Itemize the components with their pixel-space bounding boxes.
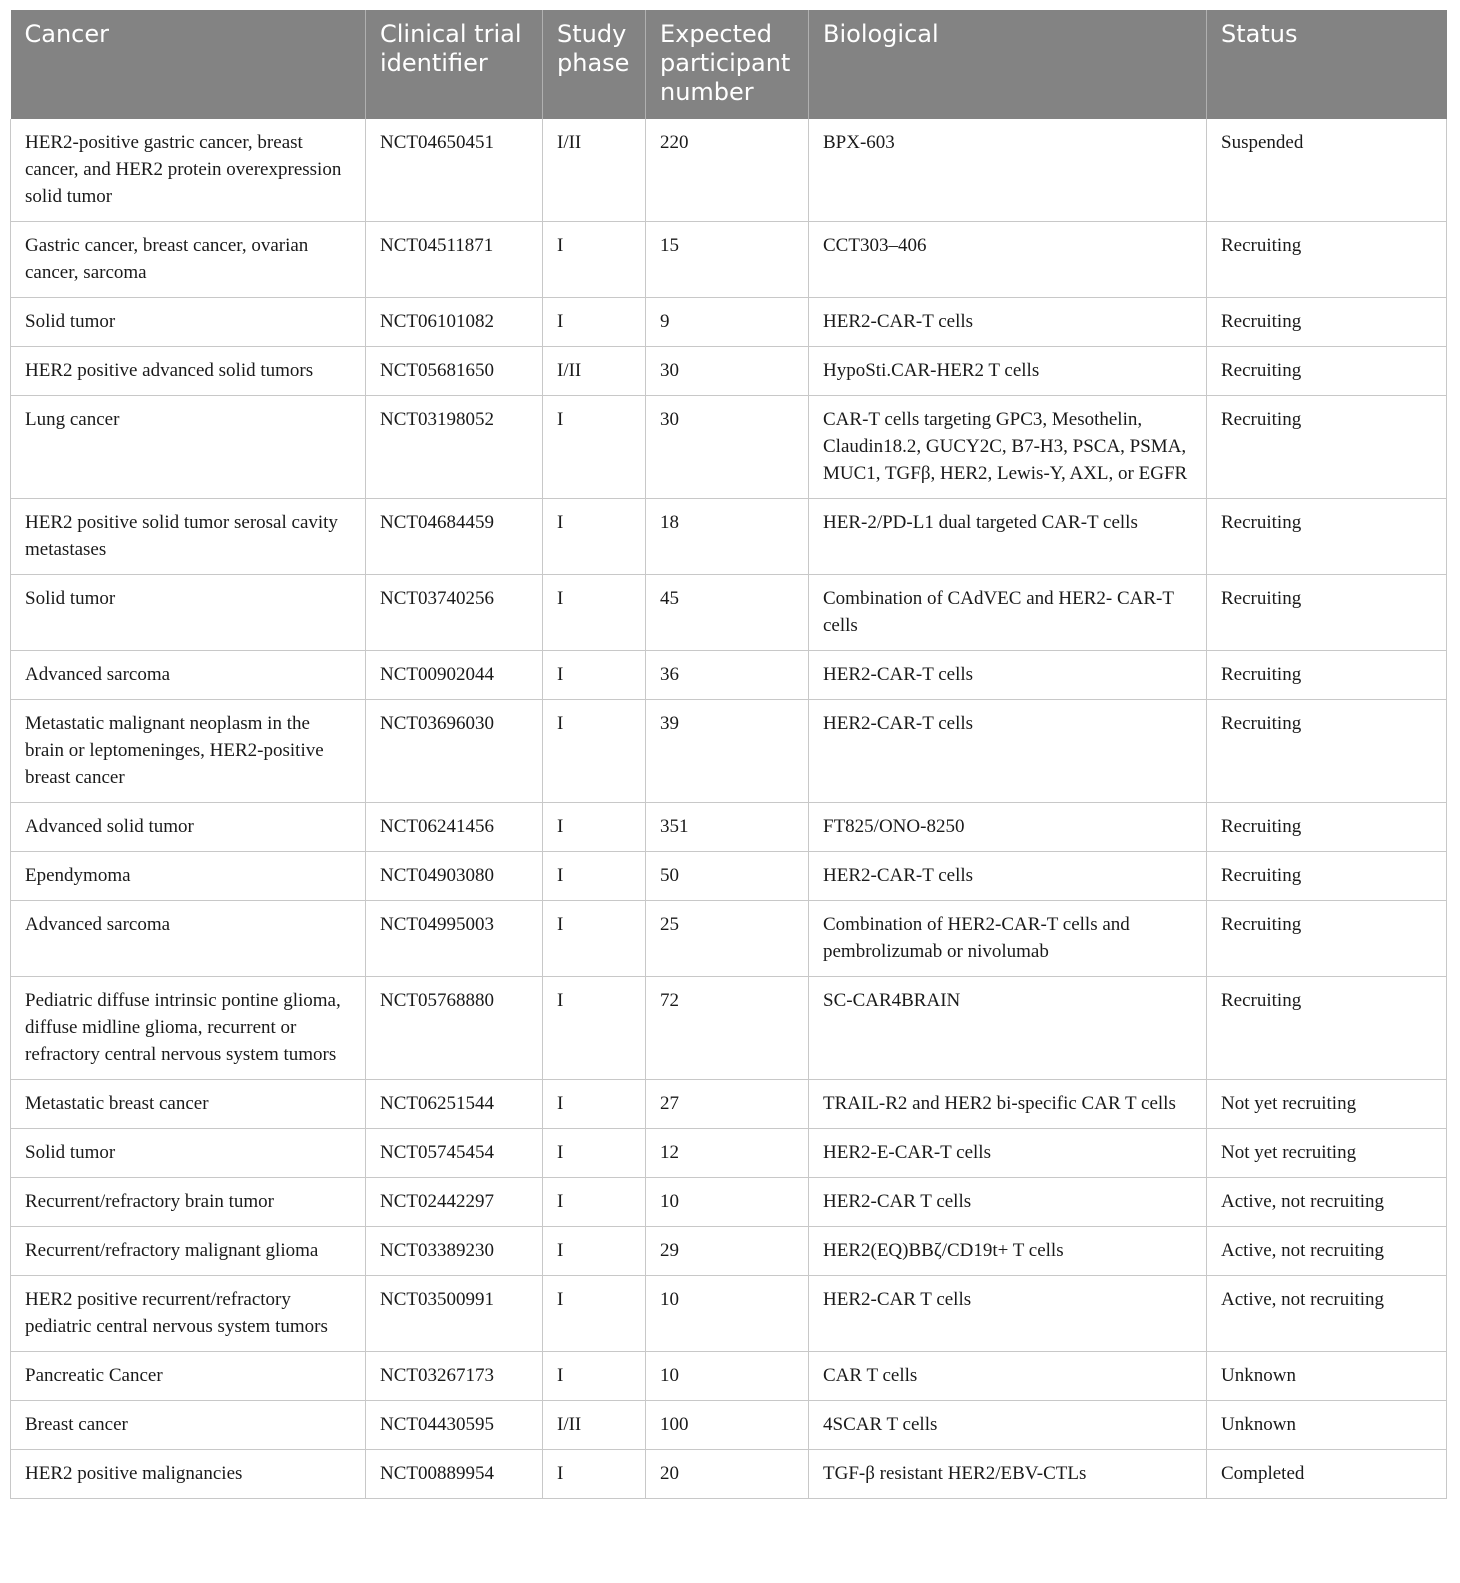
trial-id-cell: NCT03696030 — [366, 700, 543, 803]
phase-cell: I — [543, 575, 646, 651]
trial-id-cell: NCT00889954 — [366, 1450, 543, 1499]
trial-id-cell: NCT06241456 — [366, 803, 543, 852]
biological-cell: Combination of CAdVEC and HER2- CAR-T cells — [809, 575, 1207, 651]
status-cell: Recruiting — [1207, 396, 1447, 499]
cancer-cell: Solid tumor — [11, 1129, 366, 1178]
phase-cell: I/II — [543, 1401, 646, 1450]
status-cell: Recruiting — [1207, 651, 1447, 700]
trial-id-cell: NCT03389230 — [366, 1227, 543, 1276]
trials-table-container — [10, 10, 1446, 1499]
participants-cell: 50 — [646, 852, 809, 901]
biological-cell: TGF-β resistant HER2/EBV-CTLs — [809, 1450, 1207, 1499]
trial-id-cell: NCT03500991 — [366, 1276, 543, 1352]
cancer-cell: Metastatic malignant neoplasm in the brain or leptomeninges, HER2-positive breast cancer — [11, 700, 366, 803]
cancer-cell: Pancreatic Cancer — [11, 1352, 366, 1401]
phase-cell: I/II — [543, 119, 646, 222]
biological-cell: HER2-CAR-T cells — [809, 852, 1207, 901]
cancer-cell: Solid tumor — [11, 575, 366, 651]
header-trial-identifier: Clinical trial identifier — [366, 10, 543, 119]
status-cell: Recruiting — [1207, 803, 1447, 852]
biological-cell: HER2-CAR T cells — [809, 1276, 1207, 1352]
biological-cell: FT825/ONO-8250 — [809, 803, 1207, 852]
phase-cell: I — [543, 1352, 646, 1401]
participants-cell: 30 — [646, 396, 809, 499]
header-status: Status — [1207, 10, 1447, 119]
trial-id-cell: NCT05745454 — [366, 1129, 543, 1178]
phase-cell: I — [543, 298, 646, 347]
phase-cell: I — [543, 977, 646, 1080]
table-row — [11, 499, 1447, 575]
table-row — [11, 1129, 1447, 1178]
table-row — [11, 1352, 1447, 1401]
trial-id-cell: NCT02442297 — [366, 1178, 543, 1227]
trial-id-cell: NCT06251544 — [366, 1080, 543, 1129]
table-row — [11, 347, 1447, 396]
participants-cell: 9 — [646, 298, 809, 347]
participants-cell: 10 — [646, 1352, 809, 1401]
cancer-cell: Advanced sarcoma — [11, 901, 366, 977]
table-row — [11, 1401, 1447, 1450]
trial-id-cell: NCT00902044 — [366, 651, 543, 700]
header-cancer: Cancer — [11, 10, 366, 119]
header-study-phase: Study phase — [543, 10, 646, 119]
participants-cell: 72 — [646, 977, 809, 1080]
table-row — [11, 651, 1447, 700]
cancer-cell: Metastatic breast cancer — [11, 1080, 366, 1129]
biological-cell: BPX-603 — [809, 119, 1207, 222]
status-cell: Completed — [1207, 1450, 1447, 1499]
table-row — [11, 1178, 1447, 1227]
biological-cell: HER-2/PD-L1 dual targeted CAR-T cells — [809, 499, 1207, 575]
cancer-cell: HER2-positive gastric cancer, breast cancer, and HER2 protein overexpression solid tumor — [11, 119, 366, 222]
status-cell: Recruiting — [1207, 977, 1447, 1080]
participants-cell: 36 — [646, 651, 809, 700]
table-row — [11, 1276, 1447, 1352]
trial-id-cell: NCT04430595 — [366, 1401, 543, 1450]
biological-cell: Combination of HER2-CAR-T cells and pembrolizumab or nivolumab — [809, 901, 1207, 977]
phase-cell: I — [543, 651, 646, 700]
cancer-cell: Lung cancer — [11, 396, 366, 499]
phase-cell: I — [543, 396, 646, 499]
table-row — [11, 1080, 1447, 1129]
biological-cell: HER2-CAR T cells — [809, 1178, 1207, 1227]
cancer-cell: HER2 positive recurrent/refractory pediatric central nervous system tumors — [11, 1276, 366, 1352]
phase-cell: I — [543, 901, 646, 977]
trial-id-cell: NCT06101082 — [366, 298, 543, 347]
cancer-cell: HER2 positive advanced solid tumors — [11, 347, 366, 396]
biological-cell: HER2-CAR-T cells — [809, 651, 1207, 700]
status-cell: Suspended — [1207, 119, 1447, 222]
participants-cell: 18 — [646, 499, 809, 575]
phase-cell: I/II — [543, 347, 646, 396]
phase-cell: I — [543, 803, 646, 852]
cancer-cell: Pediatric diffuse intrinsic pontine glioma, diffuse midline glioma, recurrent or refractory central nervous system tumors — [11, 977, 366, 1080]
biological-cell: TRAIL-R2 and HER2 bi-specific CAR T cells — [809, 1080, 1207, 1129]
cancer-cell: Recurrent/refractory malignant glioma — [11, 1227, 366, 1276]
status-cell: Not yet recruiting — [1207, 1129, 1447, 1178]
cancer-cell: Advanced sarcoma — [11, 651, 366, 700]
status-cell: Recruiting — [1207, 700, 1447, 803]
status-cell: Active, not recruiting — [1207, 1227, 1447, 1276]
table-row — [11, 575, 1447, 651]
phase-cell: I — [543, 499, 646, 575]
participants-cell: 20 — [646, 1450, 809, 1499]
status-cell: Active, not recruiting — [1207, 1178, 1447, 1227]
cancer-cell: HER2 positive malignancies — [11, 1450, 366, 1499]
trial-id-cell: NCT03740256 — [366, 575, 543, 651]
biological-cell: CAR T cells — [809, 1352, 1207, 1401]
status-cell: Recruiting — [1207, 852, 1447, 901]
participants-cell: 100 — [646, 1401, 809, 1450]
phase-cell: I — [543, 1129, 646, 1178]
participants-cell: 10 — [646, 1178, 809, 1227]
header-participant-number: Expected participant number — [646, 10, 809, 119]
participants-cell: 25 — [646, 901, 809, 977]
cancer-cell: Breast cancer — [11, 1401, 366, 1450]
cancer-cell: Gastric cancer, breast cancer, ovarian cancer, sarcoma — [11, 222, 366, 298]
trial-id-cell: NCT05681650 — [366, 347, 543, 396]
trial-id-cell: NCT03198052 — [366, 396, 543, 499]
participants-cell: 351 — [646, 803, 809, 852]
participants-cell: 45 — [646, 575, 809, 651]
biological-cell: 4SCAR T cells — [809, 1401, 1207, 1450]
phase-cell: I — [543, 852, 646, 901]
table-row — [11, 1227, 1447, 1276]
status-cell: Unknown — [1207, 1352, 1447, 1401]
status-cell: Recruiting — [1207, 298, 1447, 347]
participants-cell: 220 — [646, 119, 809, 222]
table-row — [11, 1450, 1447, 1499]
biological-cell: CCT303–406 — [809, 222, 1207, 298]
trial-id-cell: NCT03267173 — [366, 1352, 543, 1401]
participants-cell: 10 — [646, 1276, 809, 1352]
participants-cell: 15 — [646, 222, 809, 298]
cancer-cell: Recurrent/refractory brain tumor — [11, 1178, 366, 1227]
biological-cell: HER2(EQ)BBζ/CD19t+ T cells — [809, 1227, 1207, 1276]
trial-id-cell: NCT04511871 — [366, 222, 543, 298]
participants-cell: 30 — [646, 347, 809, 396]
table-row — [11, 396, 1447, 499]
cancer-cell: Ependymoma — [11, 852, 366, 901]
table-row — [11, 119, 1447, 222]
table-row — [11, 803, 1447, 852]
status-cell: Unknown — [1207, 1401, 1447, 1450]
status-cell: Recruiting — [1207, 901, 1447, 977]
header-biological: Biological — [809, 10, 1207, 119]
trial-id-cell: NCT04995003 — [366, 901, 543, 977]
phase-cell: I — [543, 1227, 646, 1276]
biological-cell: HER2-E-CAR-T cells — [809, 1129, 1207, 1178]
biological-cell: HypoSti.CAR-HER2 T cells — [809, 347, 1207, 396]
participants-cell: 39 — [646, 700, 809, 803]
table-row — [11, 852, 1447, 901]
status-cell: Recruiting — [1207, 499, 1447, 575]
trial-id-cell: NCT04650451 — [366, 119, 543, 222]
header-row — [11, 10, 1447, 119]
clinical-trials-table — [10, 10, 1447, 1499]
trial-id-cell: NCT05768880 — [366, 977, 543, 1080]
cancer-cell: Advanced solid tumor — [11, 803, 366, 852]
biological-cell: CAR-T cells targeting GPC3, Mesothelin, Claudin18.2, GUCY2C, B7-H3, PSCA, PSMA, MUC1, TGFβ, HER2, Lewis-Y, AXL, or EGFR — [809, 396, 1207, 499]
table-body — [11, 119, 1447, 1499]
trial-id-cell: NCT04684459 — [366, 499, 543, 575]
phase-cell: I — [543, 1450, 646, 1499]
status-cell: Active, not recruiting — [1207, 1276, 1447, 1352]
table-row — [11, 901, 1447, 977]
biological-cell: SC-CAR4BRAIN — [809, 977, 1207, 1080]
table-row — [11, 700, 1447, 803]
status-cell: Recruiting — [1207, 347, 1447, 396]
table-row — [11, 977, 1447, 1080]
participants-cell: 29 — [646, 1227, 809, 1276]
participants-cell: 27 — [646, 1080, 809, 1129]
participants-cell: 12 — [646, 1129, 809, 1178]
phase-cell: I — [543, 1080, 646, 1129]
status-cell: Recruiting — [1207, 575, 1447, 651]
table-row — [11, 298, 1447, 347]
cancer-cell: HER2 positive solid tumor serosal cavity metastases — [11, 499, 366, 575]
phase-cell: I — [543, 1276, 646, 1352]
biological-cell: HER2-CAR-T cells — [809, 700, 1207, 803]
phase-cell: I — [543, 1178, 646, 1227]
phase-cell: I — [543, 222, 646, 298]
status-cell: Recruiting — [1207, 222, 1447, 298]
trial-id-cell: NCT04903080 — [366, 852, 543, 901]
biological-cell: HER2-CAR-T cells — [809, 298, 1207, 347]
status-cell: Not yet recruiting — [1207, 1080, 1447, 1129]
phase-cell: I — [543, 700, 646, 803]
cancer-cell: Solid tumor — [11, 298, 366, 347]
table-row — [11, 222, 1447, 298]
